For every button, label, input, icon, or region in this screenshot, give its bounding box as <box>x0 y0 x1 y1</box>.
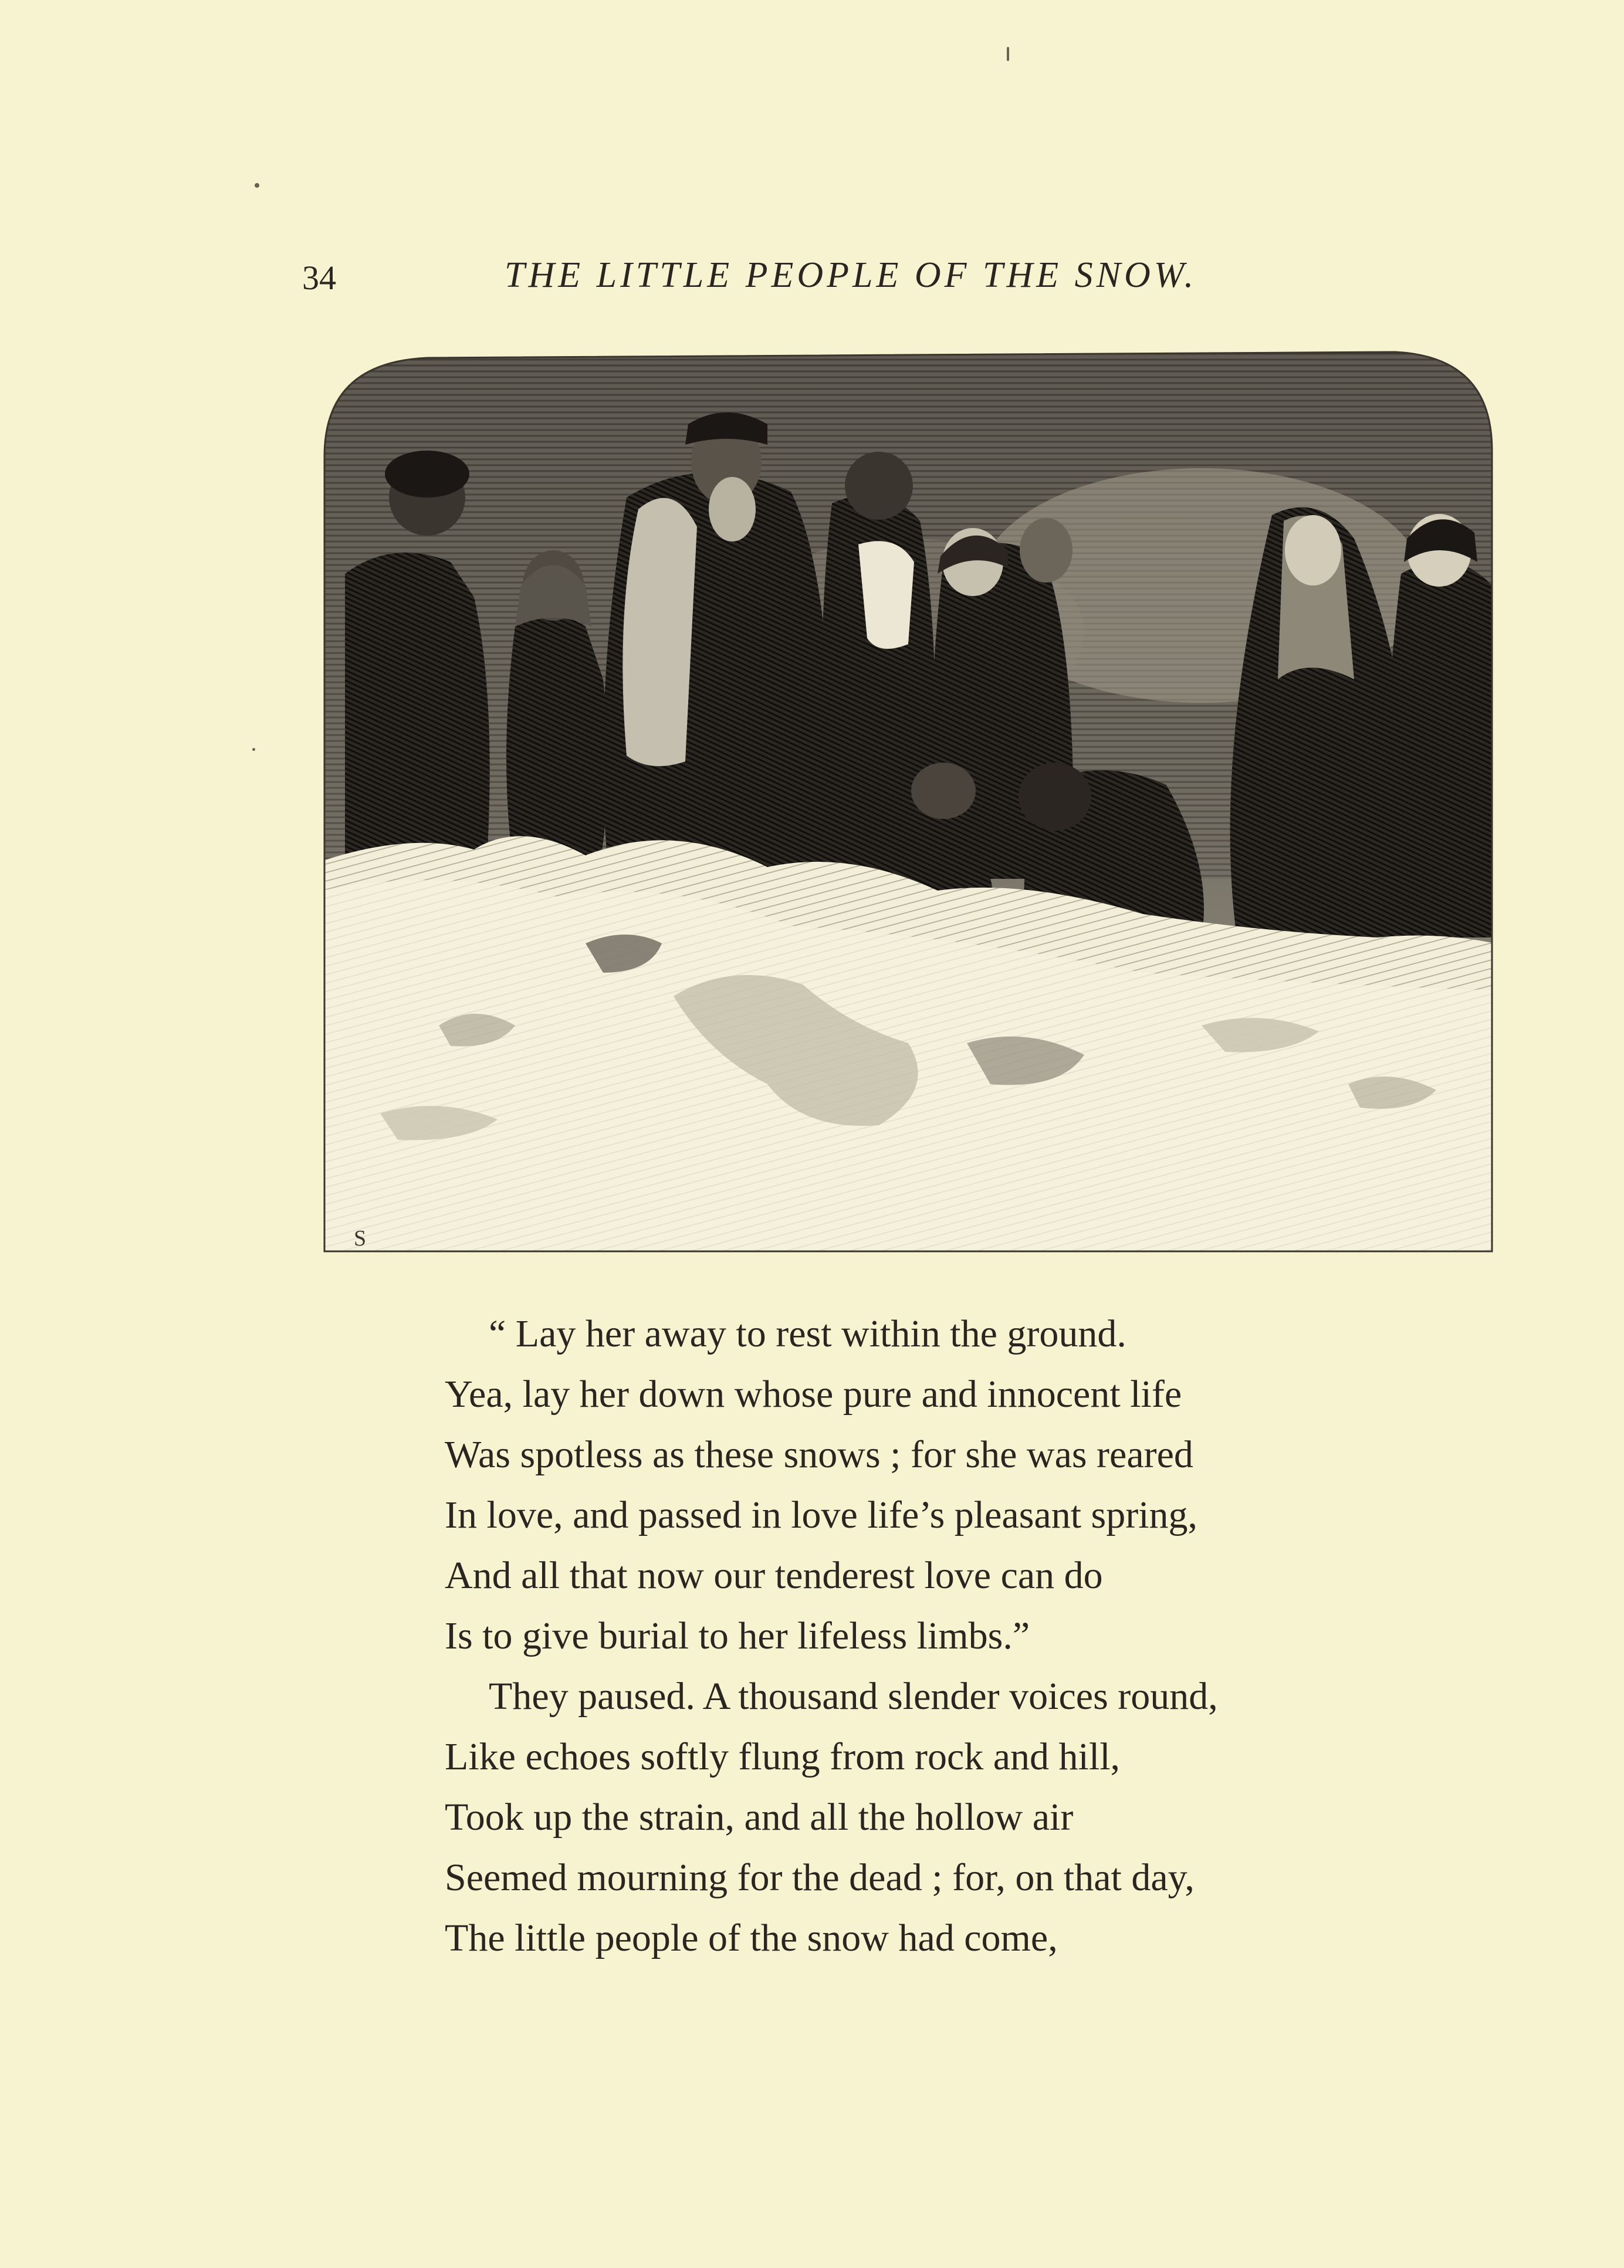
poem-line: Is to give burial to her lifeless limbs.” <box>445 1614 1030 1657</box>
poem-line: Like echoes softly flung from rock and hill, <box>445 1735 1121 1778</box>
poem-line: Yea, lay her down whose pure and innocent life <box>445 1373 1182 1416</box>
poem-line: “ Lay her away to rest within the ground. <box>489 1312 1126 1355</box>
poem-line: The little people of the snow had come, <box>445 1917 1058 1959</box>
engraving-illustration <box>322 351 1495 1253</box>
poem-text <box>445 1304 1413 1968</box>
poem-line: Was spotless as these snows ; for she was reared <box>445 1433 1193 1476</box>
paper-speck <box>255 183 259 188</box>
poem-line: And all that now our tenderest love can do <box>445 1554 1103 1597</box>
poem-line: They paused. A thousand slender voices round, <box>489 1675 1218 1718</box>
page-number: 34 <box>302 259 336 297</box>
paper-speck <box>252 748 255 751</box>
poem-line: In love, and passed in love life’s pleasant spring, <box>445 1494 1198 1536</box>
running-title: THE LITTLE PEOPLE OF THE SNOW. <box>505 255 1197 295</box>
paper-speck <box>1007 47 1009 61</box>
poem-line: Took up the strain, and all the hollow air <box>445 1796 1074 1839</box>
engraver-signature: S <box>354 1226 367 1251</box>
burial-scene-engraving <box>322 351 1495 1253</box>
poem-line: Seemed mourning for the dead ; for, on that day, <box>445 1856 1195 1899</box>
